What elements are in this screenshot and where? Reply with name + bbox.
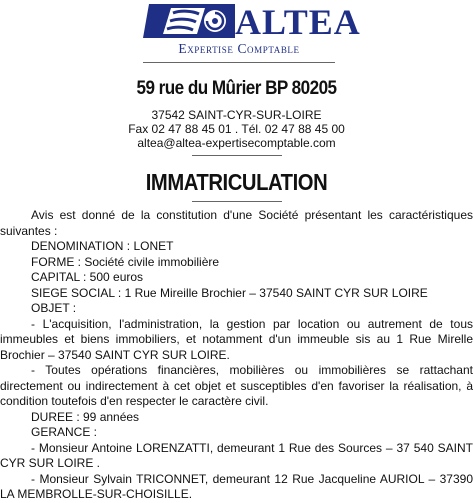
duree-line: DUREE : 99 années — [31, 409, 140, 424]
denomination-line: DENOMINATION : LONET — [31, 239, 174, 253]
title-divider — [192, 201, 282, 202]
intro-paragraph: Avis est donné de la constitution d'une Société présentant les caractéristiques suivantes : — [0, 208, 473, 238]
notice-body — [0, 208, 473, 503]
logo-name: ALTEA — [235, 2, 361, 42]
address-line: 59 rue du Mûrier BP 80205 — [136, 78, 337, 99]
logo-tagline: Expertise Comptable — [178, 41, 300, 56]
objet-label: OBJET : — [31, 301, 77, 315]
phone-fax-line: Fax 02 47 88 45 01 . Tél. 02 47 88 45 00 — [128, 122, 345, 136]
capital-line: CAPITAL : 500 euros — [31, 270, 144, 284]
forme-line: FORME : Société civile immobilière — [31, 254, 220, 269]
objet-paragraph-2: - Toutes opérations financières, mobilières ou immobilières se rattachant directement ou indirectement à cet objet et susceptibles d'en favoriser la réalisation, à condition toutefois d'en respecter le caractère civil. — [0, 363, 473, 408]
contact-divider — [192, 155, 282, 156]
siege-line: SIEGE SOCIAL : 1 Rue Mireille Brochier – 37540 SAINT CYR SUR LOIRE — [31, 285, 428, 300]
gerance-label: GERANCE : — [31, 425, 98, 439]
gerant-1-paragraph: - Monsieur Antoine LORENZATTI, demeurant 1 Rue des Sources – 37 540 SAINT CYR SUR LOIRE . — [0, 440, 473, 470]
altea-logo — [143, 2, 361, 60]
gerant-2-paragraph: - Monsieur Sylvain TRICONNET, demeurant 12 Rue Jacqueline AURIOL – 37390 LA MEMBROLLE-SUR-CHOISILLE. — [0, 471, 473, 501]
city-line: 37542 SAINT-CYR-SUR-LOIRE — [151, 108, 322, 122]
objet-paragraph-1: - L'acquisition, l'administration, la gestion par location ou autrement de tous immeubles et biens immobiliers, et notamment d'un immeuble sis au 1 Rue Mirelle Brochier – 37540 SAINT CYR SUR LOIRE. — [0, 316, 473, 362]
logo-underline — [143, 62, 335, 63]
email-line: altea@altea-expertisecomptable.com — [137, 136, 336, 150]
notice-title: IMMATRICULATION — [145, 169, 328, 195]
altea-logo-mark-icon — [143, 4, 235, 38]
